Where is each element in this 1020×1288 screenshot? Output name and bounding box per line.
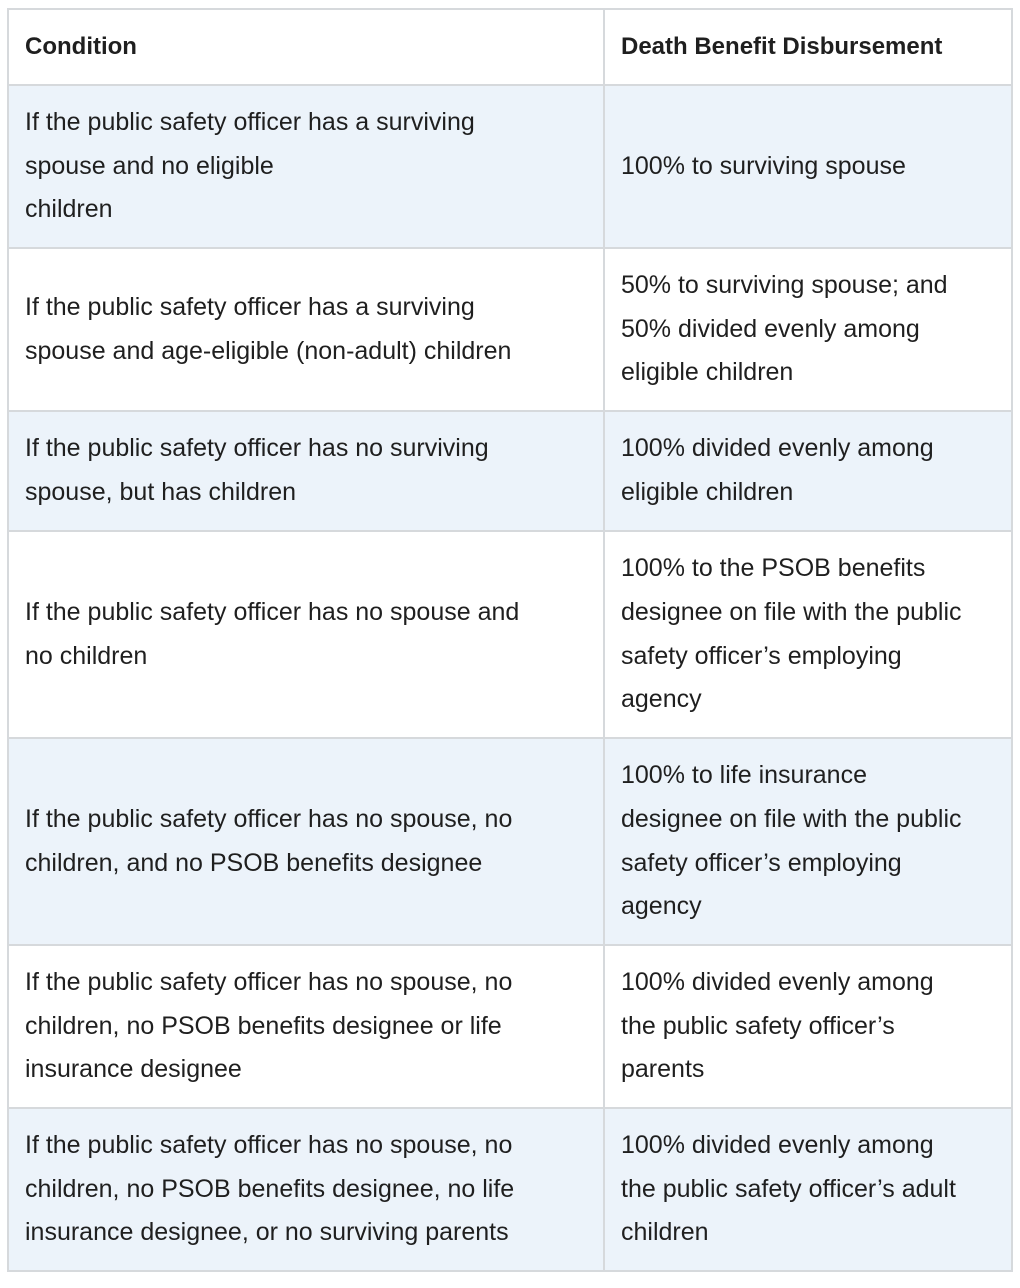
condition-text: If the public safety officer has a surviving spouse and age-eligible (non-adult) children xyxy=(25,292,512,365)
table-row xyxy=(8,248,1012,411)
disbursement-text: 100% divided evenly among the public safety officer’s adult children xyxy=(621,1130,956,1247)
header-death-benefit-disbursement: Death Benefit Disbursement xyxy=(604,9,1012,85)
condition-cell xyxy=(8,85,604,248)
disbursement-text: 100% divided evenly among eligible children xyxy=(621,434,934,506)
table-body xyxy=(8,85,1012,1271)
table-header xyxy=(8,9,1012,85)
condition-cell xyxy=(8,248,604,411)
disbursement-cell xyxy=(604,531,1012,738)
condition-text: If the public safety officer has no spouse and no children xyxy=(25,597,520,670)
disbursement-cell xyxy=(604,1108,1012,1271)
disbursement-text: 100% to surviving spouse xyxy=(621,151,906,180)
disbursement-cell xyxy=(604,411,1012,531)
condition-text: If the public safety officer has no spouse, no children, no PSOB benefits designee or life insurance designee xyxy=(25,967,513,1084)
table-row xyxy=(8,1108,1012,1271)
disbursement-text: 100% divided evenly among the public safety officer’s parents xyxy=(621,967,934,1084)
table-row xyxy=(8,85,1012,248)
disbursement-text: 100% to the PSOB benefits designee on file with the public safety officer’s employing agency xyxy=(621,554,962,714)
condition-text: If the public safety officer has a surviving spouse and no eligible children xyxy=(25,107,475,224)
death-benefit-table xyxy=(7,8,1013,1272)
condition-text: If the public safety officer has no surviving spouse, but has children xyxy=(25,434,489,506)
condition-cell xyxy=(8,945,604,1108)
header-condition: Condition xyxy=(8,9,604,85)
disbursement-text: 100% to life insurance designee on file with the public safety officer’s employing agency xyxy=(621,761,962,921)
table-row xyxy=(8,411,1012,531)
disbursement-text: 50% to surviving spouse; and 50% divided evenly among eligible children xyxy=(621,270,948,387)
header-row xyxy=(8,9,1012,85)
condition-cell xyxy=(8,411,604,531)
condition-cell xyxy=(8,531,604,738)
condition-text: If the public safety officer has no spouse, no children, and no PSOB benefits designee xyxy=(25,804,513,877)
condition-cell xyxy=(8,738,604,945)
disbursement-cell xyxy=(604,248,1012,411)
disbursement-cell xyxy=(604,738,1012,945)
table-row xyxy=(8,531,1012,738)
condition-text: If the public safety officer has no spouse, no children, no PSOB benefits designee, no life insurance designee, or no surviving parents xyxy=(25,1130,515,1247)
benefit-table-container xyxy=(7,8,1011,1272)
disbursement-cell xyxy=(604,85,1012,248)
condition-cell xyxy=(8,1108,604,1271)
disbursement-cell xyxy=(604,945,1012,1108)
table-row xyxy=(8,945,1012,1108)
table-row xyxy=(8,738,1012,945)
